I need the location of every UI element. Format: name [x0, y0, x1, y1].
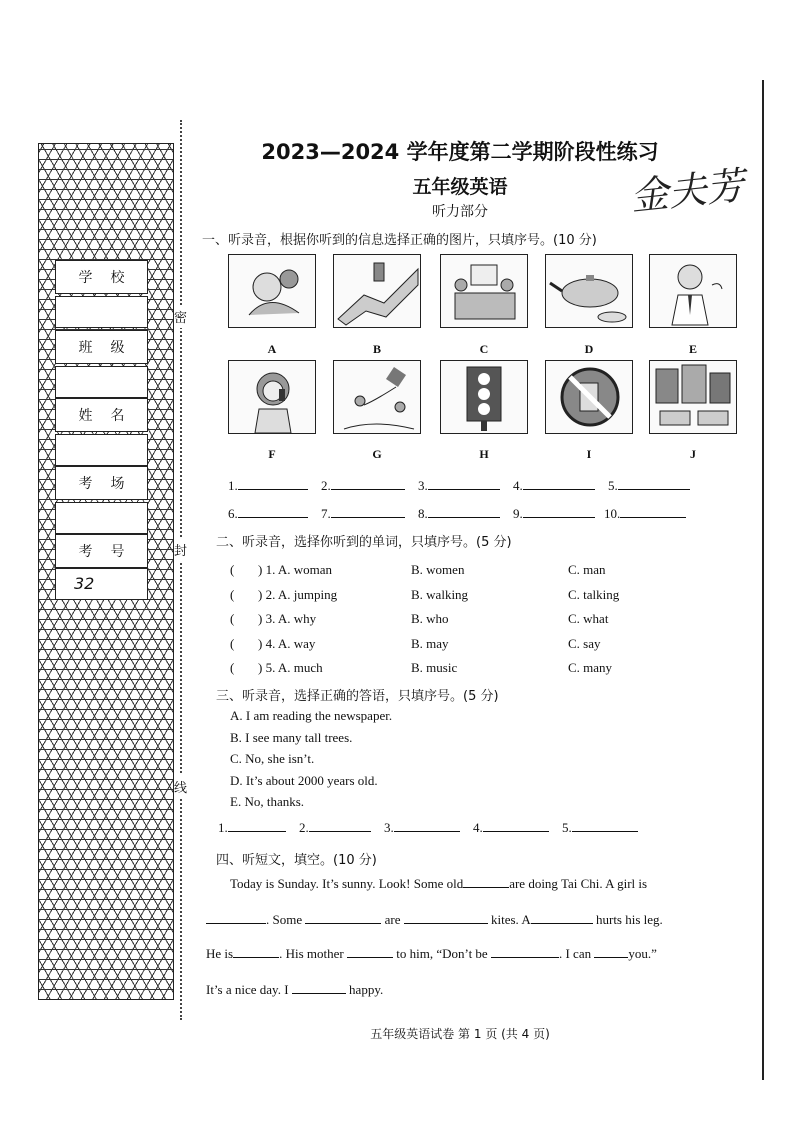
exam-room-field[interactable] — [55, 502, 148, 534]
class-label: 班级 — [55, 330, 148, 364]
class-field[interactable] — [55, 366, 148, 398]
passage-blank-1[interactable] — [463, 887, 509, 888]
section3-option-a: A. I am reading the newspaper. — [230, 708, 393, 723]
page-edge-line — [762, 80, 764, 1080]
section2-option-c: C. what — [568, 611, 609, 626]
s3-answer-blank-3[interactable] — [394, 831, 460, 832]
section2-option-c: C. man — [568, 562, 606, 577]
passage-text: are doing Tai Chi. A girl is — [509, 876, 648, 891]
section2-option-b: B. women — [411, 562, 465, 577]
passage-blank-9[interactable] — [594, 957, 628, 958]
part-label: 听力部分 — [432, 204, 488, 220]
answer-blank-5[interactable] — [618, 489, 690, 490]
answer-row-1 — [228, 478, 698, 494]
section2-option-c: C. say — [568, 636, 601, 651]
s3-blank-label-3: 3. — [384, 820, 394, 835]
passage-text: Today is Sunday. It’s sunny. Look! Some old — [230, 876, 464, 891]
section2-option-num: ) 3. A. why — [258, 611, 317, 626]
exam-number-field[interactable]: 32 — [55, 568, 148, 600]
teapot-icon — [545, 254, 633, 328]
s3-answer-blank-4[interactable] — [483, 831, 549, 832]
section3-answer-row — [218, 820, 638, 836]
picture-label-b: B — [372, 342, 381, 356]
school-label: 学校 — [55, 260, 148, 294]
passage-blank-4[interactable] — [404, 923, 488, 924]
section3-option-c: C. No, she isn’t. — [230, 751, 315, 766]
picture-label-h: H — [479, 447, 489, 461]
section2-option-b: B. walking — [411, 587, 469, 602]
answer-paren[interactable]: ( — [230, 636, 235, 651]
passage-blank-2[interactable] — [206, 923, 266, 924]
passage-blank-5[interactable] — [531, 923, 593, 924]
blank-label-2: 2. — [321, 478, 331, 493]
section2-option-c: C. talking — [568, 587, 620, 602]
answer-paren[interactable]: ( — [230, 660, 235, 675]
girl-phone-icon — [228, 360, 316, 434]
passage-text: . Some — [266, 912, 303, 927]
s3-blank-label-5: 5. — [562, 820, 572, 835]
passage-line-3 — [206, 946, 657, 962]
passage-text: happy. — [349, 982, 384, 997]
blank-label-7: 7. — [321, 506, 331, 521]
section2-option-b: B. music — [411, 660, 458, 675]
no-drinking-sign-icon — [545, 360, 633, 434]
passage-text: are — [384, 912, 401, 927]
section2-option-b: B. may — [411, 636, 449, 651]
passage-text: . I can — [558, 946, 592, 961]
passage-text: . His mother — [279, 946, 344, 961]
answer-row-2 — [228, 506, 698, 522]
blank-label-6: 6. — [228, 506, 238, 521]
blank-label-10: 10. — [604, 506, 621, 521]
passage-text: hurts his leg. — [595, 912, 663, 927]
section2-option-num: ) 2. A. jumping — [258, 587, 338, 602]
s3-answer-blank-5[interactable] — [572, 831, 638, 832]
exam-number-label: 考号 — [55, 534, 148, 568]
answer-blank-6[interactable] — [238, 517, 308, 518]
cut-word-feng: 封 — [174, 538, 187, 561]
answer-blank-1[interactable] — [238, 489, 308, 490]
section3-option-e: E. No, thanks. — [230, 794, 305, 809]
city-traffic-icon — [649, 360, 737, 434]
passage-line-2 — [206, 912, 663, 928]
answer-blank-3[interactable] — [428, 489, 500, 490]
people-reading-newspaper-icon — [440, 254, 528, 328]
section3-heading: 三、听录音，选择正确的答语，只填序号。(5 分) — [216, 689, 499, 704]
answer-blank-10[interactable] — [620, 517, 686, 518]
passage-line-4 — [206, 982, 383, 998]
children-kite-icon — [333, 360, 421, 434]
passage-text: It’s a nice day. I — [206, 982, 289, 997]
answer-blank-4[interactable] — [523, 489, 595, 490]
blank-label-4: 4. — [513, 478, 523, 493]
passage-text: kites. A — [491, 912, 531, 927]
s3-blank-label-1: 1. — [218, 820, 228, 835]
blank-label-5: 5. — [608, 478, 618, 493]
picture-label-i: I — [586, 447, 592, 461]
passage-blank-6[interactable] — [233, 957, 279, 958]
s3-blank-label-4: 4. — [473, 820, 483, 835]
blank-label-8: 8. — [418, 506, 428, 521]
section2-option-b: B. who — [411, 611, 449, 626]
s3-answer-blank-1[interactable] — [228, 831, 286, 832]
exam-subtitle: 五年级英语 — [412, 176, 508, 198]
passage-blank-3[interactable] — [305, 923, 381, 924]
answer-blank-8[interactable] — [428, 517, 500, 518]
picture-label-d: D — [584, 342, 594, 356]
page-footer: 五年级英语试卷 第 1 页 (共 4 页) — [370, 1027, 550, 1041]
section3-option-d: D. It’s about 2000 years old. — [230, 773, 378, 788]
section2-option-num: ) 4. A. way — [258, 636, 316, 651]
passage-line-1 — [230, 876, 647, 892]
name-field[interactable] — [55, 434, 148, 466]
answer-blank-2[interactable] — [331, 489, 405, 490]
picture-label-e: E — [688, 342, 697, 356]
section2-option-c: C. many — [568, 660, 613, 675]
section2-heading: 二、听录音，选择你听到的单词，只填序号。(5 分) — [216, 535, 512, 550]
blank-label-3: 3. — [418, 478, 428, 493]
s3-blank-label-2: 2. — [299, 820, 309, 835]
picture-label-g: G — [372, 447, 382, 461]
section4-heading: 四、听短文，填空。(10 分) — [216, 853, 377, 868]
baby-sleeping-icon — [228, 254, 316, 328]
section2-option-num: ) 1. A. woman — [258, 562, 333, 577]
exam-title: 2023—2024 学年度第二学期阶段性练习 — [261, 140, 659, 164]
cut-word-mi: 密 — [174, 305, 187, 328]
school-field[interactable] — [55, 296, 148, 328]
passage-text: He is — [206, 946, 234, 961]
cut-line — [180, 120, 182, 1020]
picture-label-j: J — [690, 447, 696, 461]
section3-option-b: B. I see many tall trees. — [230, 730, 353, 745]
passage-blank-8[interactable] — [491, 957, 559, 958]
section2-option-num: ) 5. A. much — [258, 660, 323, 675]
s3-answer-blank-2[interactable] — [309, 831, 371, 832]
traffic-light-icon — [440, 360, 528, 434]
answer-blank-7[interactable] — [331, 517, 405, 518]
passage-blank-7[interactable] — [347, 957, 393, 958]
passage-text: to him, “Don’t be — [396, 946, 488, 961]
picture-label-a: A — [267, 342, 277, 356]
name-label: 姓名 — [55, 398, 148, 432]
picture-label-c: C — [479, 342, 489, 356]
blank-label-9: 9. — [513, 506, 523, 521]
answer-paren[interactable]: ( — [230, 562, 235, 577]
answer-blank-9[interactable] — [523, 517, 595, 518]
great-wall-icon — [333, 254, 421, 328]
answer-paren[interactable]: ( — [230, 587, 235, 602]
cut-word-xian: 线 — [174, 775, 187, 798]
passage-text: you.” — [628, 946, 657, 961]
answer-paren[interactable]: ( — [230, 611, 235, 626]
passage-blank-10[interactable] — [292, 993, 346, 994]
handwritten-name: 金夫芳 — [628, 163, 747, 219]
picture-label-f: F — [268, 447, 276, 461]
man-hand-wave-icon — [649, 254, 737, 328]
exam-room-label: 考场 — [55, 466, 148, 500]
blank-label-1: 1. — [228, 478, 238, 493]
section1-heading: 一、听录音，根据你听到的信息选择正确的图片，只填序号。(10 分) — [202, 233, 597, 248]
